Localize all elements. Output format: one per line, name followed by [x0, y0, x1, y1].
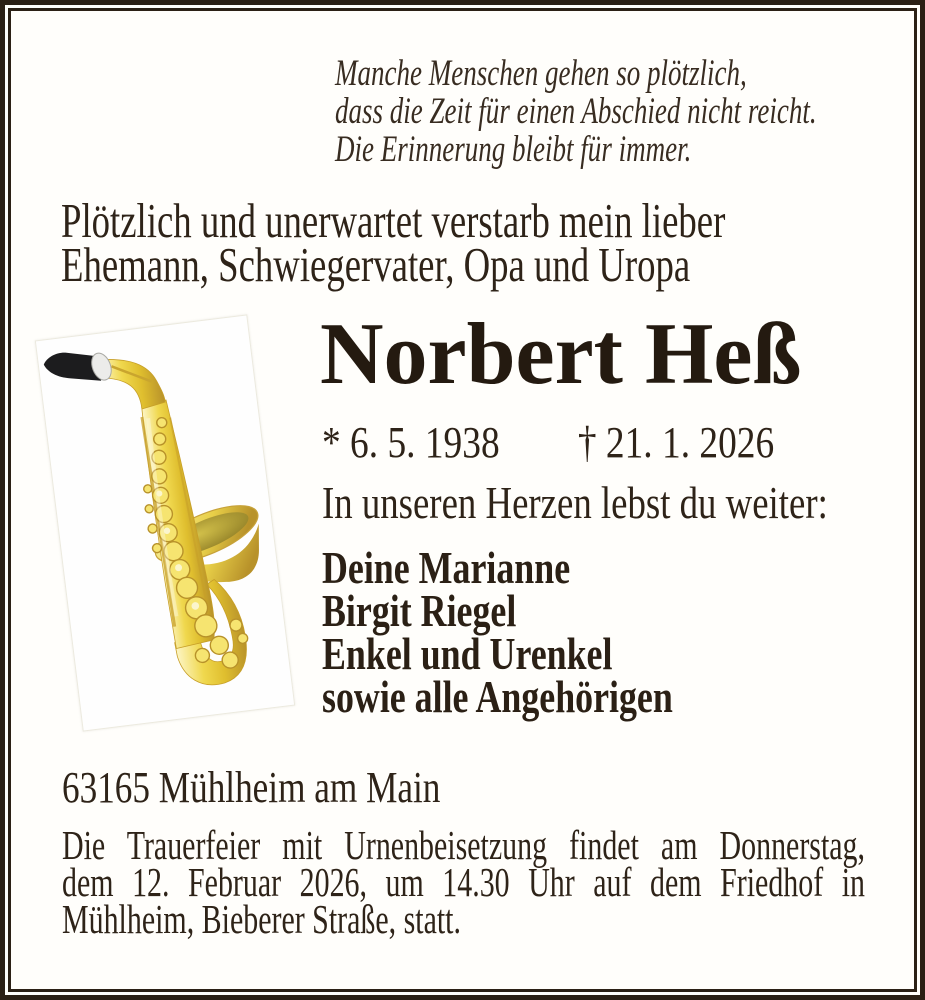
intro-line: Plötzlich und unerwartet verstarb mein lieber [61, 193, 726, 248]
life-dates [322, 418, 917, 468]
epigraph [335, 55, 817, 169]
epigraph-line: Manche Menschen gehen so plötzlich, [335, 53, 747, 94]
funeral-line: dem 12. Februar 2026, um 14.30 Uhr auf dem Friedhof in [62, 859, 865, 905]
city-line: 63165 Mühlheim am Main [62, 763, 441, 812]
funeral-details [62, 822, 865, 942]
saxophone-image [36, 316, 294, 731]
epigraph-line: Die Erinnerung bleibt für immer. [335, 129, 692, 170]
mourner-name: Enkel und Urenkel [322, 628, 613, 679]
funeral-line: Die Trauerfeier mit Urnenbeisetzung findet am Donnerstag, [62, 822, 865, 868]
intro-text [61, 193, 726, 292]
funeral-line: Mühlheim, Bieberer Straße, statt. [62, 896, 461, 942]
tribute-line: In unseren Herzen lebst du weiter: [322, 477, 828, 528]
birth-date: * 6. 5. 1938 [322, 418, 500, 467]
death-date: † 21. 1. 2026 [577, 418, 775, 467]
intro-line: Ehemann, Schwiegervater, Opa und Uropa [61, 237, 691, 292]
epigraph-line: dass die Zeit für einen Abschied nicht reicht. [335, 91, 817, 132]
saxophone-photo [35, 314, 295, 731]
mourner-name: Deine Marianne [322, 542, 571, 593]
deceased-name: Norbert Heß [320, 306, 802, 403]
mourner-name: sowie alle Angehörigen [322, 671, 673, 722]
mourners-list [322, 542, 673, 722]
mourner-name: Birgit Riegel [322, 585, 517, 636]
